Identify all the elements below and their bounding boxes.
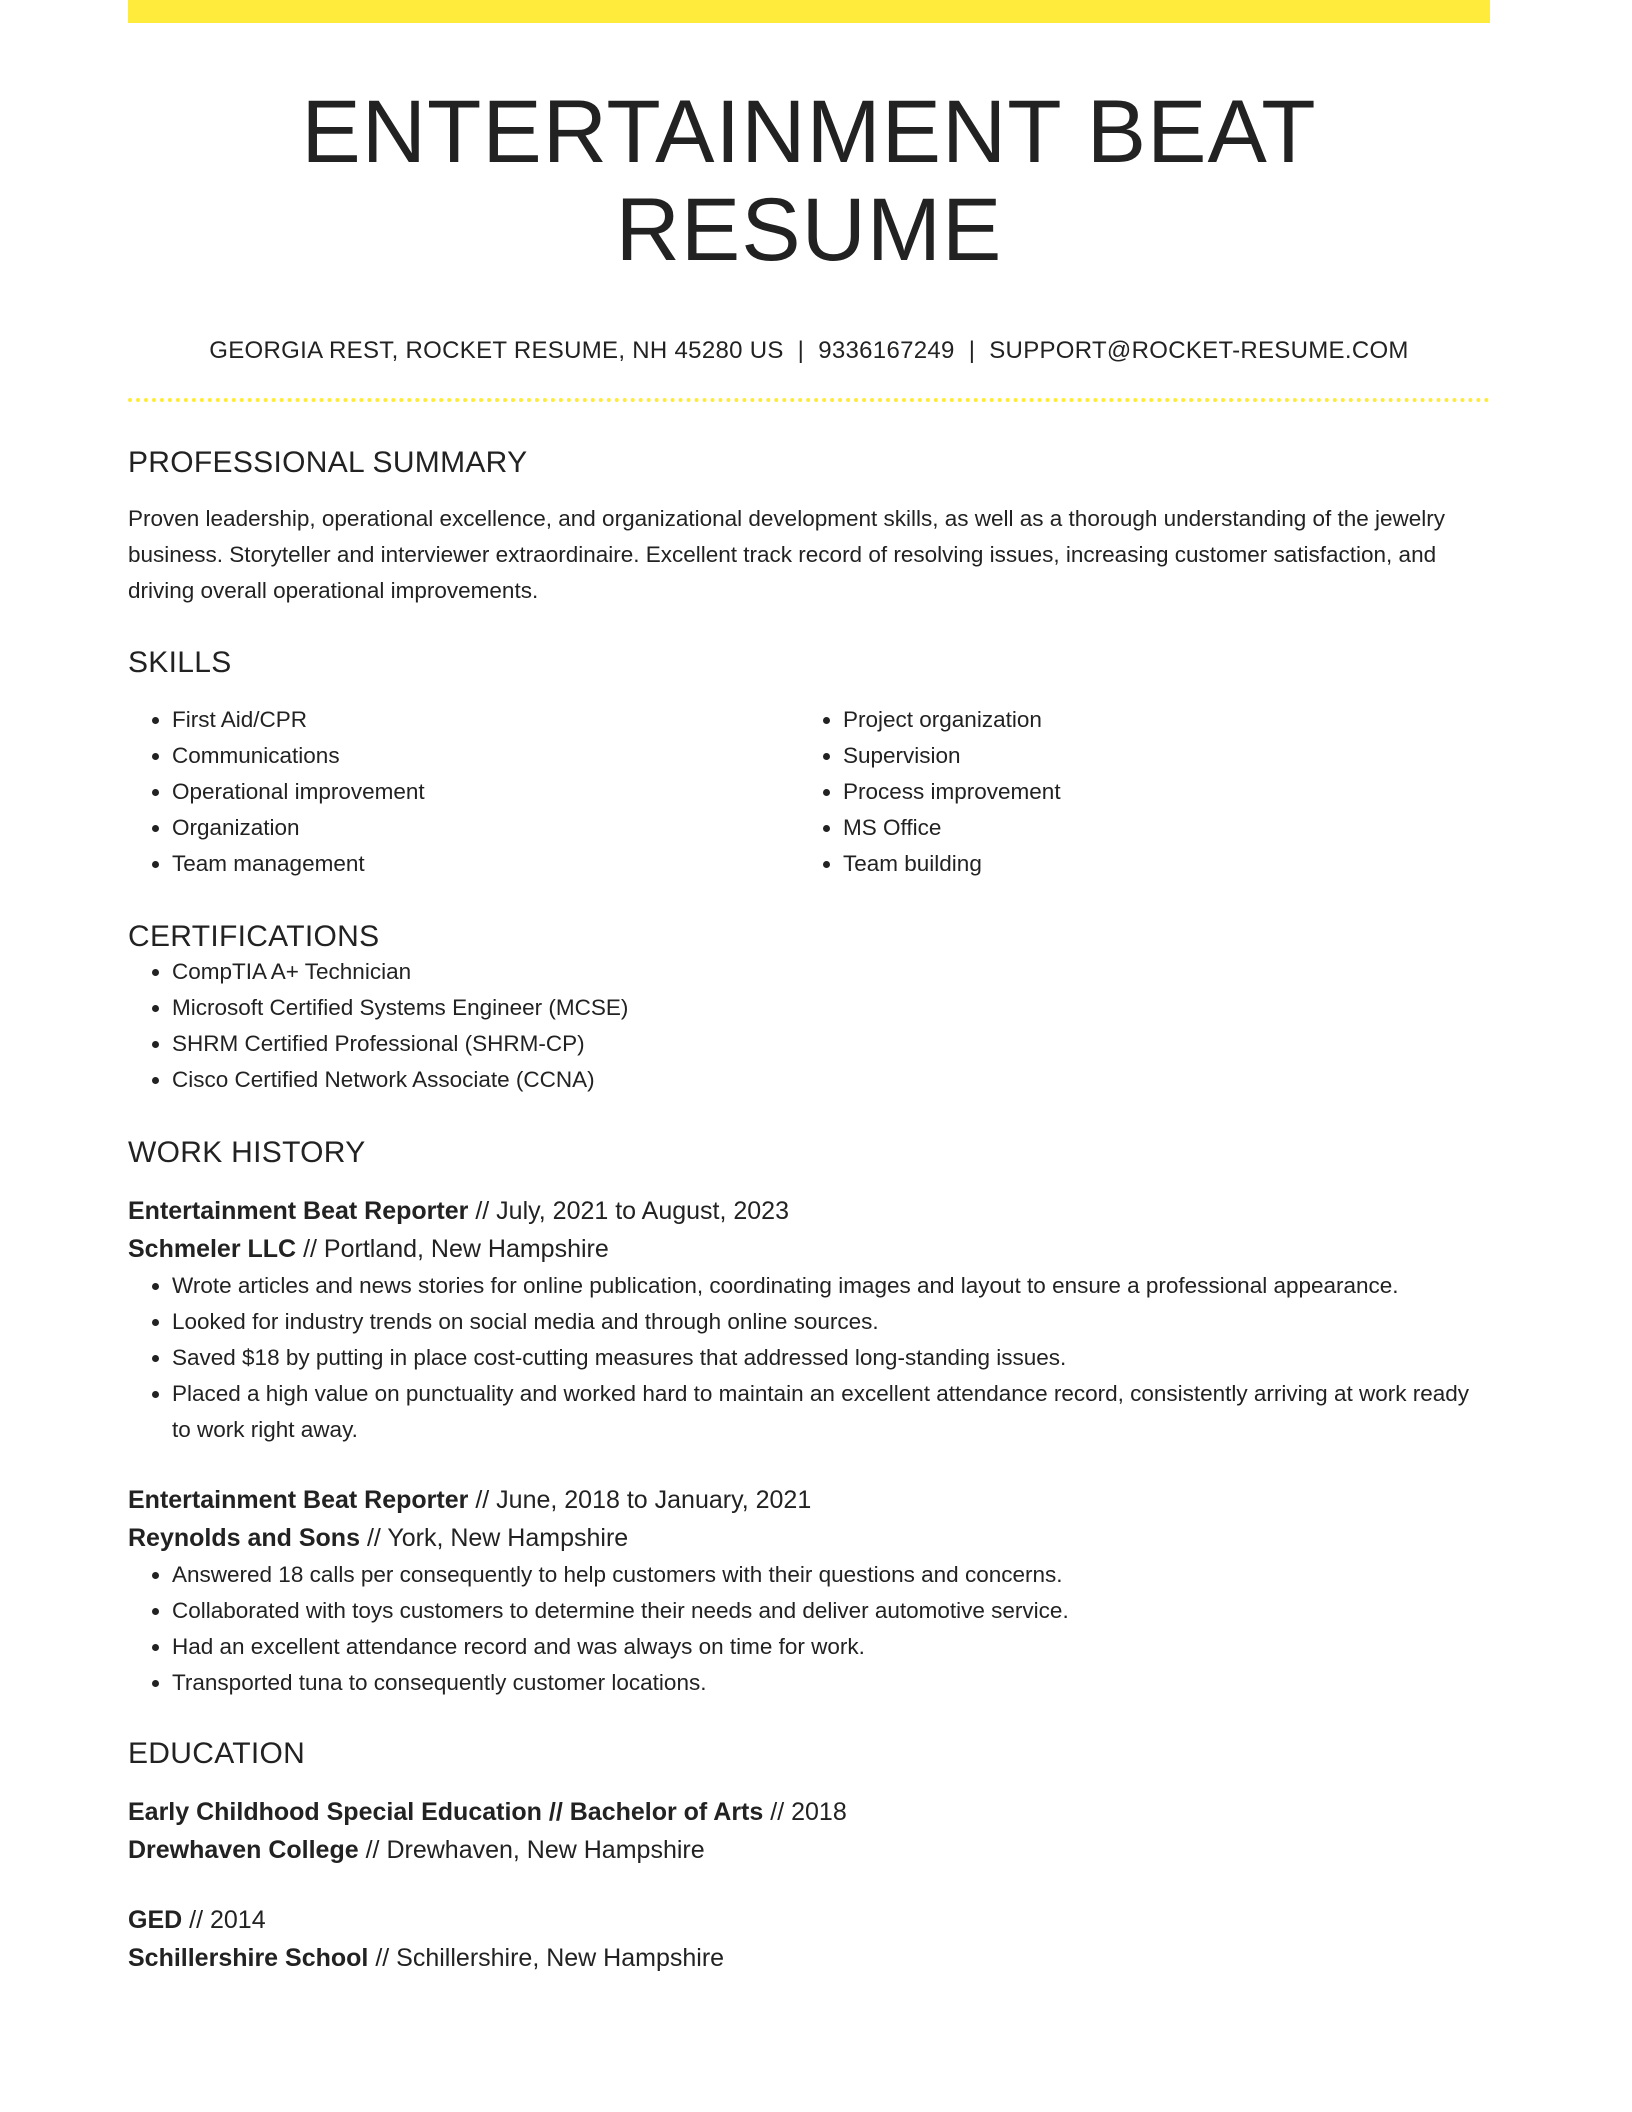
job-bullets (128, 1268, 1490, 1448)
section-title-skills: SKILLS (128, 645, 232, 679)
job-location: Portland, New Hampshire (323, 1234, 609, 1263)
contact-email: SUPPORT@ROCKET-RESUME.COM (989, 336, 1409, 364)
education-degree-line (128, 1901, 1490, 1939)
education-degree: Early Childhood Special Education // Bachelor of Arts (128, 1797, 764, 1826)
section-title-work-history: WORK HISTORY (128, 1135, 366, 1169)
job-role: Entertainment Beat Reporter (128, 1196, 469, 1225)
education-separator: // (375, 1943, 390, 1972)
job-location: York, New Hampshire (387, 1523, 629, 1552)
job-bullet: • Answered 18 calls per consequently to help customers with their questions and concerns. (172, 1557, 1490, 1593)
education-separator: // (365, 1835, 380, 1864)
job-bullets (128, 1557, 1490, 1701)
certification-item: • CompTIA A+ Technician (172, 954, 1490, 990)
section-title-education: EDUCATION (128, 1736, 306, 1770)
contact-line (128, 337, 1490, 365)
education-degree: GED (128, 1905, 183, 1934)
section-title-summary: PROFESSIONAL SUMMARY (128, 445, 528, 479)
education-school: Drewhaven College (128, 1835, 359, 1864)
certification-item: • Microsoft Certified Systems Engineer (MCSE) (172, 990, 1490, 1026)
education-school-line (128, 1939, 1490, 1977)
job-company-line (128, 1230, 1490, 1268)
job-bullet: • Looked for industry trends on social media and through online sources. (172, 1304, 1490, 1340)
education-location: Schillershire, New Hampshire (396, 1943, 725, 1972)
skills-grid (128, 702, 1490, 882)
resume-page (128, 0, 1490, 1977)
skill-item: • Project organization (843, 702, 1470, 738)
resume-title: ENTERTAINMENT BEAT RESUME (301, 81, 1317, 279)
job-entry-2 (128, 1481, 1490, 1701)
job-bullet: • Wrote articles and news stories for online publication, coordinating images and layout to ensure a professional appearance. (172, 1268, 1490, 1304)
job-entry-1 (128, 1192, 1490, 1448)
education-separator: // (770, 1797, 785, 1826)
education-entry-1 (128, 1793, 1490, 1869)
skill-item: • First Aid/CPR (172, 702, 799, 738)
job-bullet: • Collaborated with toys customers to determine their needs and deliver automotive service. (172, 1593, 1490, 1629)
education-degree-line (128, 1793, 1490, 1831)
contact-address: GEORGIA REST, ROCKET RESUME, NH 45280 US (209, 336, 784, 364)
skill-item: • Communications (172, 738, 799, 774)
certifications-list (128, 954, 1490, 1098)
job-title-line (128, 1192, 1490, 1230)
top-accent-bar (128, 0, 1490, 23)
education-year: 2014 (210, 1905, 266, 1934)
education-entry-2 (128, 1901, 1490, 1977)
job-title-line (128, 1481, 1490, 1519)
skill-item: • Operational improvement (172, 774, 799, 810)
contact-phone: 9336167249 (818, 336, 955, 364)
contact-separator: | (797, 336, 805, 364)
skill-item: • Supervision (843, 738, 1470, 774)
job-separator: // (475, 1196, 490, 1225)
job-bullet: • Placed a high value on punctuality and worked hard to maintain an excellent attendance record, consistently arriving at work ready to work right away. (172, 1376, 1490, 1448)
contact-separator: | (968, 336, 976, 364)
skill-item: • Organization (172, 810, 799, 846)
skill-item: • Team management (172, 846, 799, 882)
education-location: Drewhaven, New Hampshire (386, 1835, 705, 1864)
education-school-line (128, 1831, 1490, 1869)
summary-text: Proven leadership, operational excellence, and organizational development skills, as well as a thorough understanding of the jewelry business. Storyteller and interviewer extraordinaire. Excellent track record of resolving issues, increasing customer satisfaction, and driving overall operational improvements. (128, 505, 1446, 603)
education-school: Schillershire School (128, 1943, 369, 1972)
job-separator: // (303, 1234, 317, 1263)
skills-list-left (128, 702, 799, 882)
skill-item: • Process improvement (843, 774, 1470, 810)
job-role: Entertainment Beat Reporter (128, 1485, 469, 1514)
job-separator: // (366, 1523, 381, 1552)
education-year: 2018 (791, 1797, 847, 1826)
job-dates: June, 2018 to January, 2021 (496, 1485, 812, 1514)
skill-item: • MS Office (843, 810, 1470, 846)
section-title-certifications: CERTIFICATIONS (128, 919, 380, 953)
certification-item: • SHRM Certified Professional (SHRM-CP) (172, 1026, 1490, 1062)
job-company-line (128, 1519, 1490, 1557)
dotted-divider (128, 398, 1490, 402)
certification-item: • Cisco Certified Network Associate (CCNA) (172, 1062, 1490, 1098)
job-company: Reynolds and Sons (128, 1523, 360, 1552)
job-bullet: • Saved $18 by putting in place cost-cutting measures that addressed long-standing issues. (172, 1340, 1490, 1376)
skill-item: • Team building (843, 846, 1470, 882)
job-bullet: • Had an excellent attendance record and was always on time for work. (172, 1629, 1490, 1665)
education-separator: // (189, 1905, 204, 1934)
skills-list-right (799, 702, 1470, 882)
job-company: Schmeler LLC (128, 1234, 297, 1263)
job-dates: July, 2021 to August, 2023 (496, 1196, 789, 1225)
job-separator: // (475, 1485, 490, 1514)
job-bullet: • Transported tuna to consequently customer locations. (172, 1665, 1490, 1701)
